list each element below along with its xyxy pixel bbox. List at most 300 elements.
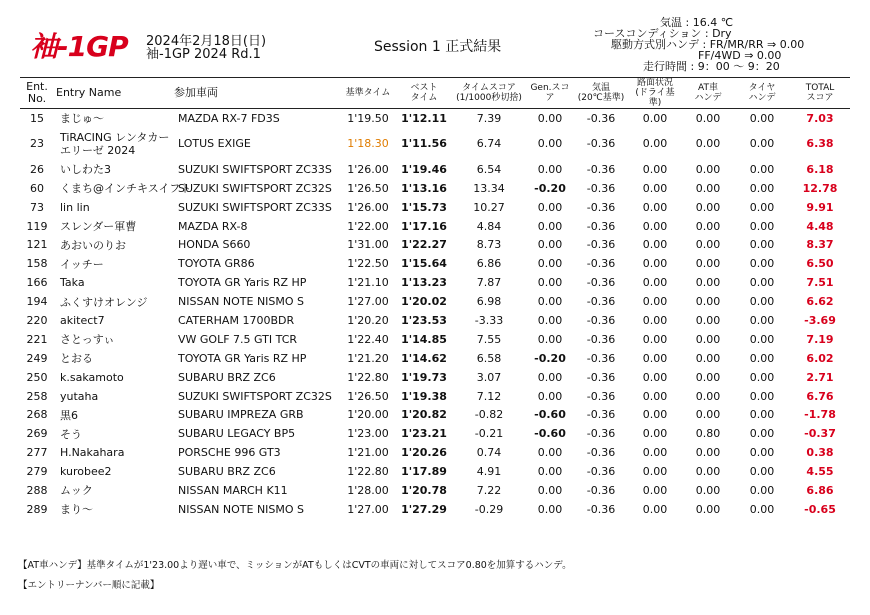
time-score: 6.86 <box>476 257 502 271</box>
gen-score: 0.00 <box>537 257 563 271</box>
at-handicap: 0.00 <box>695 502 721 516</box>
temperature-adjust: -0.36 <box>586 111 616 125</box>
time-score: 7.39 <box>476 111 502 125</box>
time-score: 6.98 <box>476 295 502 309</box>
entry-name: そう <box>60 427 82 441</box>
total-score: 0.38 <box>806 446 834 460</box>
time-score: 8.73 <box>476 238 502 252</box>
gen-score: 0.00 <box>537 483 563 497</box>
total-score: 6.38 <box>806 137 834 151</box>
total-score: 4.55 <box>806 465 834 479</box>
road-adjust: 0.00 <box>642 111 668 125</box>
entry-number: 15 <box>30 111 44 125</box>
temperature-adjust: -0.36 <box>586 502 616 516</box>
tire-handicap: 0.00 <box>749 427 775 441</box>
table-row <box>20 481 850 500</box>
col-header-temperature: 気温 (20℃基準) <box>574 78 628 109</box>
tire-handicap: 0.00 <box>749 181 775 195</box>
best-time: 1'12.11 <box>401 111 447 125</box>
entry-number: 277 <box>26 446 48 460</box>
gen-score: 0.00 <box>537 313 563 327</box>
best-time: 1'23.53 <box>401 313 447 327</box>
entry-name: TiRACING レンタカー エリーゼ 2024 <box>60 130 170 157</box>
road-adjust: 0.00 <box>642 257 668 271</box>
tire-handicap: 0.00 <box>749 408 775 422</box>
time-score: 6.74 <box>476 137 502 151</box>
entry-number: 289 <box>26 502 48 516</box>
col-header-road: 路面状況 (ドライ基準) <box>628 78 682 109</box>
at-handicap: 0.00 <box>695 446 721 460</box>
at-handicap: 0.00 <box>695 483 721 497</box>
temperature-adjust: -0.36 <box>586 257 616 271</box>
base-time: 1'21.00 <box>347 446 389 460</box>
at-handicap: 0.00 <box>695 276 721 290</box>
total-score: 7.51 <box>806 276 834 290</box>
best-time: 1'22.27 <box>401 238 447 252</box>
temperature-adjust: -0.36 <box>586 200 616 214</box>
base-time: 1'22.40 <box>347 332 389 346</box>
best-time: 1'19.38 <box>401 389 447 403</box>
tire-handicap: 0.00 <box>749 111 775 125</box>
tire-handicap: 0.00 <box>749 502 775 516</box>
road-adjust: 0.00 <box>642 313 668 327</box>
condition-value: Dry <box>712 27 732 40</box>
total-score: 6.18 <box>806 162 834 176</box>
road-adjust: 0.00 <box>642 162 668 176</box>
time-score: 7.22 <box>476 483 502 497</box>
gen-score: -0.60 <box>534 427 566 441</box>
tire-handicap: 0.00 <box>749 137 775 151</box>
time-score: -0.29 <box>474 502 504 516</box>
car-model: TOYOTA GR Yaris RZ HP <box>178 351 307 365</box>
base-time: 1'21.20 <box>347 351 389 365</box>
tire-handicap: 0.00 <box>749 313 775 327</box>
best-time: 1'19.73 <box>401 370 447 384</box>
road-adjust: 0.00 <box>642 181 668 195</box>
tire-handicap: 0.00 <box>749 162 775 176</box>
road-adjust: 0.00 <box>642 370 668 384</box>
temperature-adjust: -0.36 <box>586 219 616 233</box>
road-adjust: 0.00 <box>642 502 668 516</box>
tire-handicap: 0.00 <box>749 351 775 365</box>
table-row <box>20 424 850 443</box>
at-handicap: 0.80 <box>695 427 721 441</box>
car-model: MAZDA RX-7 FD3S <box>178 111 280 125</box>
condition-label: 駆動方式別ハンデ <box>611 38 699 51</box>
entry-number: 60 <box>30 181 44 195</box>
entry-name: さとっすぃ <box>60 333 115 347</box>
at-handicap: 0.00 <box>695 408 721 422</box>
entry-number: 288 <box>26 483 48 497</box>
total-score: 2.71 <box>806 370 834 384</box>
entry-number: 73 <box>30 200 44 214</box>
table-row <box>20 462 850 481</box>
tire-handicap: 0.00 <box>749 446 775 460</box>
best-time: 1'17.16 <box>401 219 447 233</box>
total-score: 4.48 <box>806 219 834 233</box>
best-time: 1'19.46 <box>401 162 447 176</box>
base-time: 1'18.30 <box>347 137 389 151</box>
gen-score: -0.60 <box>534 408 566 422</box>
table-row <box>20 179 850 198</box>
at-handicap: 0.00 <box>695 389 721 403</box>
entry-name: イッチー <box>60 257 104 271</box>
tire-handicap: 0.00 <box>749 465 775 479</box>
results-table <box>20 77 850 519</box>
car-model: NISSAN NOTE NISMO S <box>178 295 305 309</box>
at-handicap: 0.00 <box>695 465 721 479</box>
entry-number: 119 <box>26 219 48 233</box>
entry-name: lin lin <box>60 200 90 214</box>
condition-course: コースコンディション : Dry <box>593 27 732 40</box>
car-model: NISSAN MARCH K11 <box>178 483 288 497</box>
at-handicap: 0.00 <box>695 332 721 346</box>
entry-name: とおる <box>60 352 93 366</box>
best-time: 1'11.56 <box>401 137 447 151</box>
temperature-adjust: -0.36 <box>586 465 616 479</box>
tire-handicap: 0.00 <box>749 257 775 271</box>
base-time: 1'19.50 <box>347 111 389 125</box>
entry-number: 269 <box>26 427 48 441</box>
temperature-adjust: -0.36 <box>586 446 616 460</box>
condition-value: 9：00 ～ 9：20 <box>697 60 780 73</box>
col-header-gen-score: Gen.スコア <box>526 78 574 109</box>
time-score: 7.55 <box>476 332 502 346</box>
temperature-adjust: -0.36 <box>586 162 616 176</box>
base-time: 1'26.50 <box>347 181 389 195</box>
car-model: LOTUS EXIGE <box>178 137 251 151</box>
road-adjust: 0.00 <box>642 238 668 252</box>
total-score: -0.65 <box>804 502 836 516</box>
entry-number: 121 <box>26 238 48 252</box>
car-model: SUBARU IMPREZA GRB <box>178 408 304 422</box>
entry-number: 268 <box>26 408 48 422</box>
at-handicap: 0.00 <box>695 111 721 125</box>
temperature-adjust: -0.36 <box>586 181 616 195</box>
temperature-adjust: -0.36 <box>586 408 616 422</box>
tire-handicap: 0.00 <box>749 370 775 384</box>
road-adjust: 0.00 <box>642 389 668 403</box>
temperature-adjust: -0.36 <box>586 483 616 497</box>
condition-value: FF/4WD ⇒ 0.00 <box>698 49 782 62</box>
tire-handicap: 0.00 <box>749 238 775 252</box>
tire-handicap: 0.00 <box>749 200 775 214</box>
tire-handicap: 0.00 <box>749 389 775 403</box>
gen-score: 0.00 <box>537 332 563 346</box>
base-time: 1'26.50 <box>347 389 389 403</box>
total-score: -3.69 <box>804 313 836 327</box>
table-row <box>20 330 850 349</box>
tire-handicap: 0.00 <box>749 276 775 290</box>
condition-label: 気温 <box>660 16 682 29</box>
condition-drive-handicap: 駆動方式別ハンデ : FR/MR/RR ⇒ 0.00 <box>611 38 805 51</box>
event-logo <box>30 30 130 64</box>
entry-name: スレンダー軍曹 <box>60 220 137 233</box>
road-adjust: 0.00 <box>642 446 668 460</box>
time-score: 7.87 <box>476 276 502 290</box>
base-time: 1'28.00 <box>347 483 389 497</box>
temperature-adjust: -0.36 <box>586 389 616 403</box>
col-header-best-time: ベスト タイム <box>396 78 452 109</box>
base-time: 1'22.80 <box>347 370 389 384</box>
at-handicap: 0.00 <box>695 238 721 252</box>
entry-name: 黒6 <box>60 408 78 422</box>
gen-score: 0.00 <box>537 465 563 479</box>
road-adjust: 0.00 <box>642 219 668 233</box>
base-time: 1'27.00 <box>347 295 389 309</box>
car-model: PORSCHE 996 GT3 <box>178 446 281 460</box>
table-row <box>20 128 850 160</box>
table-row <box>20 254 850 273</box>
best-time: 1'17.89 <box>401 465 447 479</box>
best-time: 1'23.21 <box>401 427 447 441</box>
tire-handicap: 0.00 <box>749 295 775 309</box>
entry-name: まり～ <box>60 503 93 517</box>
at-handicap: 0.00 <box>695 219 721 233</box>
at-handicap: 0.00 <box>695 181 721 195</box>
total-score: -1.78 <box>804 408 836 422</box>
road-adjust: 0.00 <box>642 408 668 422</box>
at-handicap: 0.00 <box>695 257 721 271</box>
table-header-row <box>20 78 850 109</box>
entry-name: くまち@インチキスイフト <box>60 182 192 196</box>
temperature-adjust: -0.36 <box>586 370 616 384</box>
at-handicap: 0.00 <box>695 370 721 384</box>
entry-name: まじゅ～ <box>60 112 104 126</box>
car-model: SUZUKI SWIFTSPORT ZC33S <box>178 200 332 214</box>
time-score: 0.74 <box>476 446 502 460</box>
time-score: 13.34 <box>473 181 505 195</box>
gen-score: 0.00 <box>537 137 563 151</box>
temperature-adjust: -0.36 <box>586 276 616 290</box>
entry-name: Taka <box>60 276 85 290</box>
base-time: 1'26.00 <box>347 200 389 214</box>
car-model: HONDA S660 <box>178 238 251 252</box>
entry-name: H.Nakahara <box>60 446 125 460</box>
total-score: -0.37 <box>804 427 836 441</box>
gen-score: 0.00 <box>537 389 563 403</box>
entry-number: 158 <box>26 257 48 271</box>
session-title: Session 1 正式結果 <box>374 39 502 55</box>
total-score: 7.03 <box>806 111 834 125</box>
time-score: 4.84 <box>476 219 502 233</box>
time-score: 6.54 <box>476 162 502 176</box>
temperature-adjust: -0.36 <box>586 351 616 365</box>
condition-label: コースコンディション <box>593 27 702 40</box>
base-time: 1'22.50 <box>347 257 389 271</box>
col-header-total-score: TOTAL スコア <box>790 78 850 109</box>
entry-number: 220 <box>26 313 48 327</box>
total-score: 12.78 <box>802 181 838 195</box>
table-row <box>20 292 850 311</box>
table-row <box>20 405 850 424</box>
col-header-tire-handicap: タイヤ ハンデ <box>734 78 790 109</box>
car-model: SUBARU BRZ ZC6 <box>178 370 276 384</box>
car-model: MAZDA RX-8 <box>178 219 248 233</box>
tire-handicap: 0.00 <box>749 483 775 497</box>
col-header-car: 参加車両 <box>172 78 340 109</box>
note-at-handicap: 【AT車ハンデ】基準タイムが1'23.00より遅い車で、ミッションがATもしくはCVTの車両に対してスコア0.80を加算するハンデ。 <box>18 560 572 571</box>
gen-score: 0.00 <box>537 446 563 460</box>
condition-value: FR/MR/RR ⇒ 0.00 <box>709 38 805 51</box>
entry-number: 249 <box>26 351 48 365</box>
gen-score: -0.20 <box>534 181 566 195</box>
total-score: 9.91 <box>806 200 834 214</box>
best-time: 1'15.73 <box>401 200 447 214</box>
road-adjust: 0.00 <box>642 137 668 151</box>
entry-number: 194 <box>26 295 48 309</box>
gen-score: 0.00 <box>537 200 563 214</box>
total-score: 6.76 <box>806 389 834 403</box>
at-handicap: 0.00 <box>695 351 721 365</box>
event-date: 2024年2月18日(日) <box>146 34 267 49</box>
entry-number: 166 <box>26 276 48 290</box>
best-time: 1'14.85 <box>401 332 447 346</box>
table-row <box>20 387 850 406</box>
tire-handicap: 0.00 <box>749 332 775 346</box>
table-row <box>20 160 850 179</box>
condition-temperature: 気温 : 16.4 ℃ <box>660 16 734 29</box>
car-model: SUZUKI SWIFTSPORT ZC32S <box>178 389 332 403</box>
at-handicap: 0.00 <box>695 295 721 309</box>
table-row <box>20 198 850 217</box>
base-time: 1'22.80 <box>347 465 389 479</box>
table-row <box>20 349 850 368</box>
car-model: VW GOLF 7.5 GTI TCR <box>178 332 298 346</box>
time-score: -3.33 <box>474 313 504 327</box>
car-model: SUBARU BRZ ZC6 <box>178 465 276 479</box>
entry-number: 258 <box>26 389 48 403</box>
entry-name: ふくすけオレンジ <box>60 295 148 309</box>
total-score: 6.62 <box>806 295 834 309</box>
best-time: 1'20.26 <box>401 446 447 460</box>
base-time: 1'31.00 <box>347 238 389 252</box>
entry-name: いしわた3 <box>60 163 111 177</box>
temperature-adjust: -0.36 <box>586 313 616 327</box>
time-score: -0.82 <box>474 408 504 422</box>
time-score: 6.58 <box>476 351 502 365</box>
entry-number: 26 <box>30 162 44 176</box>
time-score: 10.27 <box>473 200 505 214</box>
total-score: 6.86 <box>806 483 834 497</box>
best-time: 1'13.23 <box>401 276 447 290</box>
best-time: 1'13.16 <box>401 181 447 195</box>
entry-name: あおいのりお <box>60 238 126 252</box>
col-header-base-time: 基準タイム <box>340 78 396 109</box>
base-time: 1'20.00 <box>347 408 389 422</box>
col-header-time-score: タイムスコア (1/1000秒切捨) <box>452 78 526 109</box>
table-row <box>20 217 850 236</box>
gen-score: 0.00 <box>537 111 563 125</box>
condition-run-time: 走行時間 : 9：00 ～ 9：20 <box>643 60 780 73</box>
best-time: 1'20.78 <box>401 483 447 497</box>
temperature-adjust: -0.36 <box>586 295 616 309</box>
gen-score: 0.00 <box>537 238 563 252</box>
best-time: 1'15.64 <box>401 257 447 271</box>
road-adjust: 0.00 <box>642 295 668 309</box>
note-entry-order: 【エントリーナンバー順に記載】 <box>18 580 160 591</box>
at-handicap: 0.00 <box>695 313 721 327</box>
best-time: 1'20.82 <box>401 408 447 422</box>
car-model: NISSAN NOTE NISMO S <box>178 502 305 516</box>
gen-score: 0.00 <box>537 370 563 384</box>
gen-score: 0.00 <box>537 502 563 516</box>
base-time: 1'23.00 <box>347 427 389 441</box>
table-row <box>20 235 850 254</box>
car-model: TOYOTA GR86 <box>178 257 255 271</box>
at-handicap: 0.00 <box>695 200 721 214</box>
at-handicap: 0.00 <box>695 162 721 176</box>
time-score: 7.12 <box>476 389 502 403</box>
total-score: 6.02 <box>806 351 834 365</box>
gen-score: -0.20 <box>534 351 566 365</box>
road-adjust: 0.00 <box>642 332 668 346</box>
car-model: TOYOTA GR Yaris RZ HP <box>178 276 307 290</box>
road-adjust: 0.00 <box>642 483 668 497</box>
total-score: 8.37 <box>806 238 834 252</box>
road-adjust: 0.00 <box>642 276 668 290</box>
road-adjust: 0.00 <box>642 427 668 441</box>
base-time: 1'22.00 <box>347 219 389 233</box>
event-name: 袖-1GP 2024 Rd.1 <box>146 47 261 62</box>
entry-number: 250 <box>26 370 48 384</box>
time-score: -0.21 <box>474 427 504 441</box>
temperature-adjust: -0.36 <box>586 137 616 151</box>
total-score: 7.19 <box>806 332 834 346</box>
entry-number: 23 <box>30 137 44 151</box>
table-row <box>20 273 850 292</box>
car-model: SUBARU LEGACY BP5 <box>178 427 296 441</box>
col-header-at-handicap: AT車 ハンデ <box>682 78 734 109</box>
temperature-adjust: -0.36 <box>586 427 616 441</box>
condition-label: 走行時間 <box>643 60 687 73</box>
at-handicap: 0.00 <box>695 137 721 151</box>
car-model: CATERHAM 1700BDR <box>178 313 295 327</box>
car-model: SUZUKI SWIFTSPORT ZC33S <box>178 162 332 176</box>
best-time: 1'14.62 <box>401 351 447 365</box>
conditions-block <box>590 17 830 75</box>
col-header-entry-name: Entry Name <box>54 78 172 109</box>
time-score: 4.91 <box>476 465 502 479</box>
table-row <box>20 500 850 519</box>
base-time: 1'21.10 <box>347 276 389 290</box>
table-row <box>20 368 850 387</box>
best-time: 1'20.02 <box>401 295 447 309</box>
base-time: 1'26.00 <box>347 162 389 176</box>
base-time: 1'20.20 <box>347 313 389 327</box>
base-time: 1'27.00 <box>347 502 389 516</box>
gen-score: 0.00 <box>537 162 563 176</box>
entry-name: ムック <box>60 484 93 498</box>
table-row <box>20 109 850 128</box>
results-body <box>20 109 850 519</box>
car-model: SUZUKI SWIFTSPORT ZC32S <box>178 181 332 195</box>
entry-name: kurobee2 <box>60 465 112 479</box>
entry-name: akitect7 <box>60 313 105 327</box>
entry-name: yutaha <box>60 389 99 403</box>
road-adjust: 0.00 <box>642 465 668 479</box>
gen-score: 0.00 <box>537 276 563 290</box>
logo-text: 袖-1GP <box>30 30 128 63</box>
temperature-adjust: -0.36 <box>586 332 616 346</box>
entry-name: k.sakamoto <box>60 370 124 384</box>
col-header-ent-no: Ent. No. <box>20 78 54 109</box>
best-time: 1'27.29 <box>401 502 447 516</box>
tire-handicap: 0.00 <box>749 219 775 233</box>
total-score: 6.50 <box>806 257 834 271</box>
time-score: 3.07 <box>476 370 502 384</box>
gen-score: 0.00 <box>537 295 563 309</box>
